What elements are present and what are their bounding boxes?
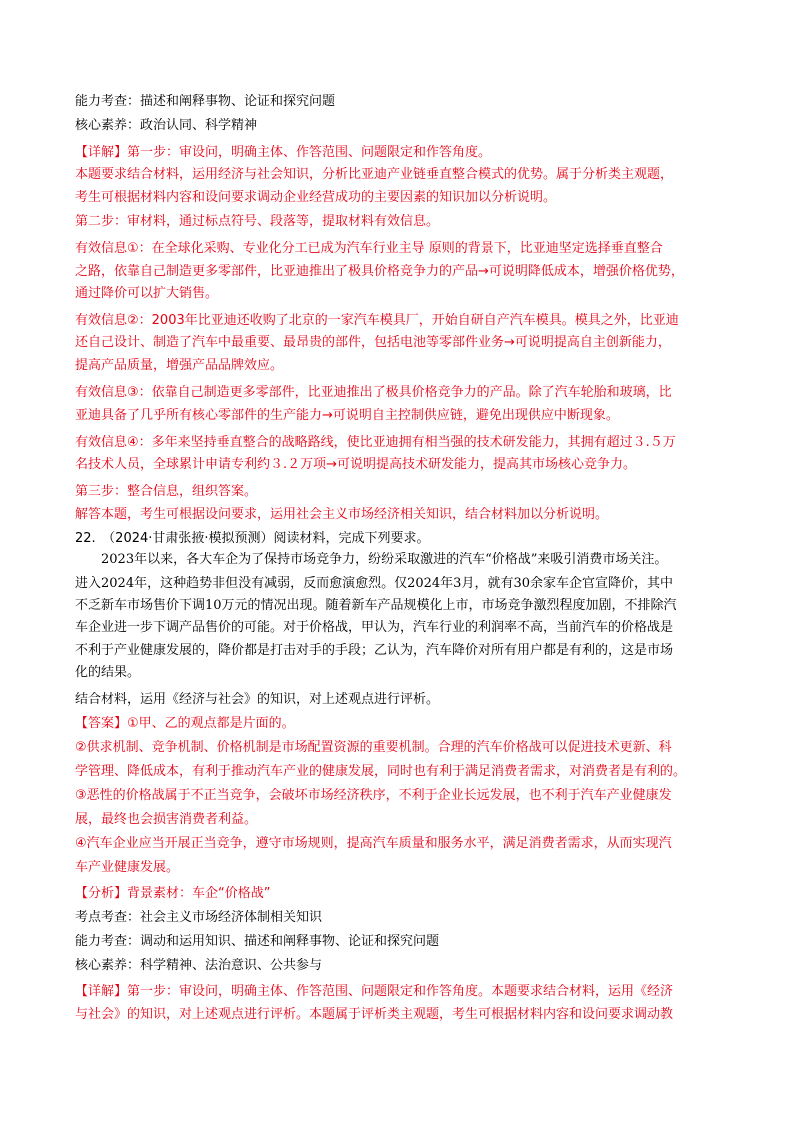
text-line: 考生可根据材料内容和设问要求调动企业经营成功的主要因素的知识加以分析说明。 <box>75 190 557 205</box>
text-line: 提高产品质量，增强产品品牌效应。 <box>75 358 284 373</box>
text-line: 第二步：审材料，通过标点符号、段落等，提取材料有效信息。 <box>75 214 440 229</box>
text-line: 通过降价可以扩大销售。 <box>75 286 219 301</box>
text-line: 【答案】①甲、乙的观点都是片面的。 <box>75 716 295 731</box>
text-line: 第三步：整合信息，组织答案。 <box>75 484 258 499</box>
text-line: 车企业进一步下调产品售价的可能。对于价格战，甲认为，汽车行业的利润率不高，当前汽车的价格战是 <box>75 620 674 635</box>
text-line: 还自己设计、制造了汽车中最重要、最昂贵的部件，包括电池等零部件业务→可说明提高自主创新能力， <box>75 335 671 350</box>
text-line: 进入2024年，这种趋势非但没有减弱，反而愈演愈烈。仅2024年3月，就有30余家车企官宣降价，其中 <box>75 576 673 591</box>
text-line: 能力考查：描述和阐释事物、论证和探究问题 <box>75 94 336 109</box>
text-line: 学管理、降低成本，有利于推动汽车产业的健康发展，同时也有利于满足消费者需求，对消费者是有利的。 <box>75 764 687 779</box>
text-line: 化的结果。 <box>75 665 141 680</box>
text-line: 有效信息④：多年来坚持垂直整合的战略路线，使比亚迪拥有相当强的技术研发能力，其拥有超过３.５万 <box>75 435 676 450</box>
text-line: 22. （2024·甘肃张掖·模拟预测）阅读材料，完成下列要求。 <box>75 531 430 546</box>
text-line: 有效信息①：在全球化采购、专业化分工已成为汽车行业主导 原则的背景下，比亚迪坚定选择垂直整合 <box>75 241 663 256</box>
text-line: 能力考查：调动和运用知识、描述和阐释事物、论证和探究问题 <box>75 934 440 949</box>
text-line: 【详解】第一步：审设问，明确主体、作答范围、问题限定和作答角度。本题要求结合材料，运用《经济 <box>75 984 674 999</box>
text-line: 2023年以来，各大车企为了保持市场竞争力，纷纷采取激进的汽车“价格战”来吸引消费市场关注。 <box>75 552 668 567</box>
text-line: ④汽车企业应当开展正当竞争，遵守市场规则，提高汽车质量和服务水平，满足消费者需求，从而实现汽 <box>75 836 672 851</box>
text-line: 核心素养：政治认同、科学精神 <box>75 118 258 133</box>
text-line: 之路，依靠自己制造更多零部件，比亚迪推出了极具价格竞争力的产品→可说明降低成本，增强价格优势， <box>75 264 684 279</box>
text-line: 亚迪具备了几乎所有核心零部件的生产能力→可说明自主控制供应链，避免出现供应中断现象。 <box>75 408 619 423</box>
text-line: 【详解】第一步：审设问，明确主体、作答范围、问题限定和作答角度。 <box>75 145 492 160</box>
text-line: 不利于产业健康发展的，降价都是打击对手的手段；乙认为，汽车降价对所有用户都是有利的，这是市场 <box>75 643 674 658</box>
text-line: 有效信息②：2003年比亚迪还收购了北京的一家汽车模具厂，开始自研自产汽车模具。模具之外，比亚迪 <box>75 313 679 328</box>
text-line: 与社会》的知识，对上述观点进行评析。本题属于评析类主观题，考生可根据材料内容和设问要求调动教 <box>75 1007 674 1022</box>
text-line: ③恶性的价格战属于不正当竞争，会破坏市场经济秩序，不利于企业长远发展，也不利于汽车产业健康发 <box>75 788 672 803</box>
text-line: 解答本题，考生可根据设问要求，运用社会主义市场经济相关知识，结合材料加以分析说明。 <box>75 507 609 522</box>
text-line: 【分析】背景素材：车企“价格战” <box>75 886 271 901</box>
text-line: 名技术人员，全球累计申请专利约３.２万项→可说明提高技术研发能力，提高其市场核心竞争力。 <box>75 457 637 472</box>
text-line: 不乏新车市场售价下调10万元的情况出现。随着新车产品规模化上市，市场竞争激烈程度加剧，不排除汽 <box>75 598 677 613</box>
text-line: ②供求机制、竞争机制、价格机制是市场配置资源的重要机制。合理的汽车价格战可以促进技术更新、科 <box>75 740 672 755</box>
text-line: 有效信息③：依靠自己制造更多零部件，比亚迪推出了极具价格竞争力的产品。除了汽车轮胎和玻璃，比 <box>75 385 672 400</box>
text-line: 车产业健康发展。 <box>75 860 180 875</box>
text-line: 核心素养：科学精神、法治意识、公共参与 <box>75 958 323 973</box>
text-line: 结合材料，运用《经济与社会》的知识，对上述观点进行评析。 <box>75 692 440 707</box>
text-line: 考点考查：社会主义市场经济体制相关知识 <box>75 910 323 925</box>
text-line: 展，最终也会损害消费者利益。 <box>75 812 258 827</box>
text-line: 本题要求结合材料，运用经济与社会知识，分析比亚迪产业链垂直整合模式的优势。属于分析类主观题， <box>75 167 674 182</box>
